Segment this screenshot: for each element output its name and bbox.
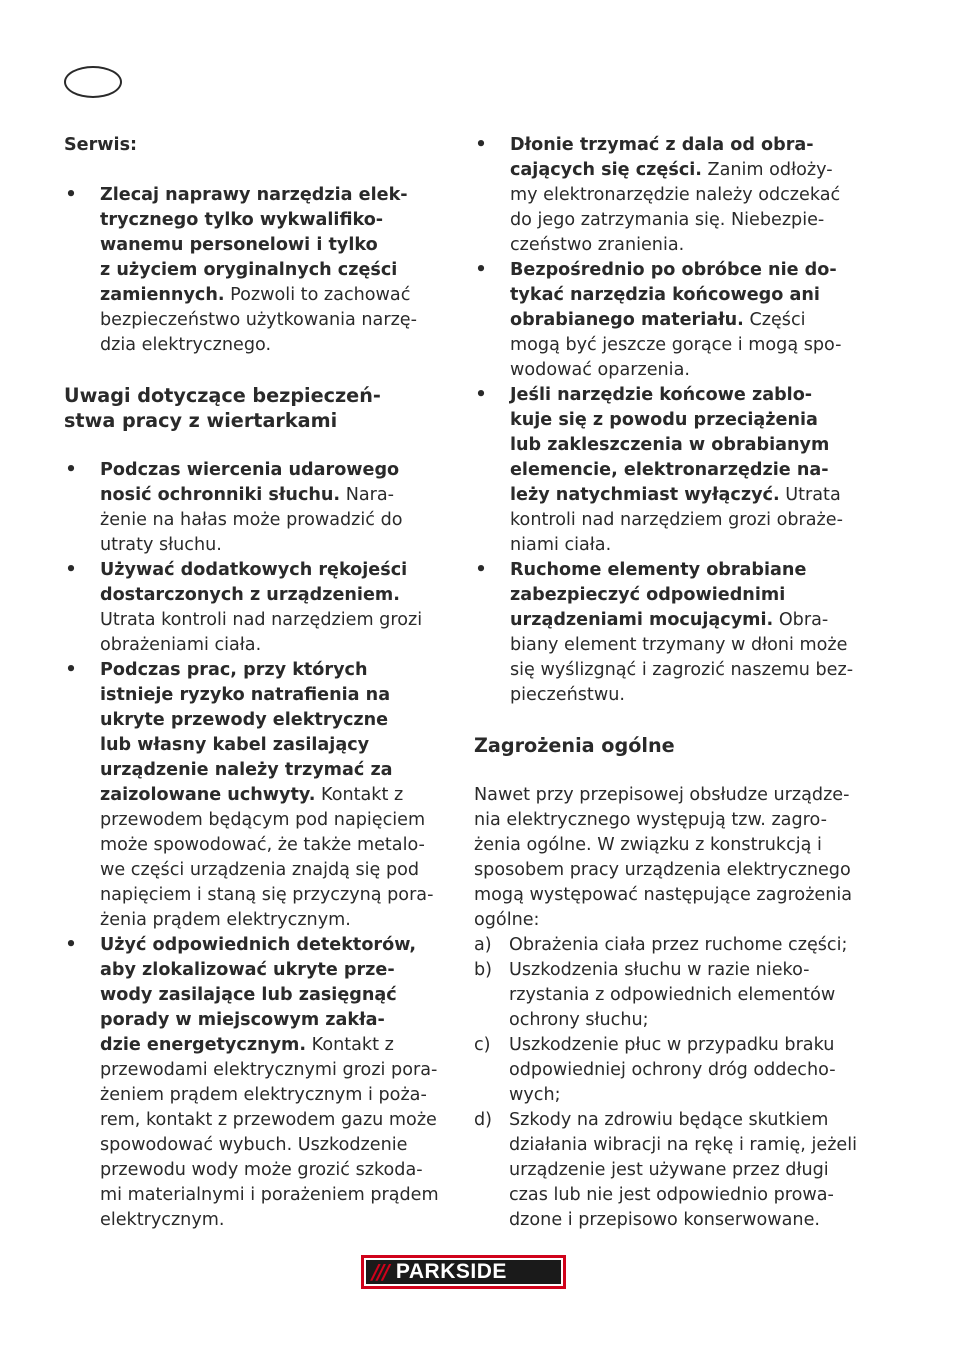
list-item (474, 383, 874, 558)
bullet-icon: • (65, 660, 77, 680)
item-text: Zanim odłoży- my elektronarzędzie należy odczekać do jego zatrzymania się. Niebezpie- czeństwo zranienia. (510, 160, 841, 255)
item-text: Szkody na zdrowiu będące skutkiem działania wibracji na rękę i ramię, jeżeli urządzenie jest używane przez długi czas lub nie jest odpowiednio prowa- dzone i przepisowo konserwowane. (509, 1110, 858, 1230)
item-text: Utrata kontroli nad narzędziem grozi obraże- niami ciała. (510, 485, 843, 555)
item-bold: Podczas prac, przy których istnieje ryzyko natrafienia na ukryte przewody elektryczne lub własny kabel zasilający urządzenie należy trzymać za zaizolowane uchwyty. (100, 660, 393, 805)
item-bold: Użyć odpowiednich detektorów, aby zlokalizować ukryte prze- wody zasilające lub zasięgnąć porady w miejscowym zakła- dzie energetycznym. (100, 935, 416, 1055)
list-item (64, 658, 454, 933)
bullet-icon: • (65, 185, 77, 205)
item-text: Kontakt z przewodami elektrycznymi grozi pora- żeniem prądem elektrycznym i poża- rem, kontakt z przewodem gazu może spowodować wybuch. Uszkodzenie przewodu wody może grozić szkoda- mi materialnymi i porażeniem prądem elektrycznym. (100, 1035, 439, 1230)
list-item (474, 133, 874, 258)
list-item (474, 1033, 874, 1108)
right-column (474, 133, 874, 1233)
item-bold: Używać dodatkowych rękojeści dostarczonych z urządzeniem. (100, 560, 408, 605)
item-text: Uszkodzenia słuchu w razie nieko- rzystania z odpowiednich elementów ochrony słuchu; (509, 960, 836, 1030)
bullet-icon: • (475, 260, 487, 280)
section-title-hazards: Zagrożenia ogólne (474, 734, 675, 757)
bullet-icon: • (475, 560, 487, 580)
item-marker: d) (474, 1110, 493, 1130)
item-bold: Podczas wiercenia udarowego nosić ochronniki słuchu. (100, 460, 400, 505)
item-text: Utrata kontroli nad narzędziem grozi obrażeniami ciała. (100, 610, 423, 655)
item-text: Uszkodzenie płuc w przypadku braku odpowiedniej ochrony dróg oddecho- wych; (509, 1035, 836, 1105)
service-heading: Serwis: (64, 135, 138, 155)
logo-stripes-icon: /// (372, 1260, 388, 1284)
service-list (64, 183, 454, 358)
item-bold: Zlecaj naprawy narzędzia elek- trycznego tylko wykwalifiko- wanemu personelowi i tylko z użyciem oryginalnych części zamiennych. (100, 185, 408, 305)
item-text: Obrażenia ciała przez ruchome części; (509, 935, 848, 955)
item-bold: Ruchome elementy obrabiane zabezpieczyć odpowiednimi urządzeniami mocującymi. (510, 560, 807, 630)
logo-brand-text: PARKSIDE (395, 1260, 507, 1283)
item-bold: Jeśli narzędzie końcowe zablo- kuje się z powodu przeciążenia lub zakleszczenia w obrabianym elemencie, elektronarzędzie na- leży natychmiast wyłączyć. (510, 385, 830, 505)
item-text: Obra- biany element trzymany w dłoni może się wyślizgnąć i zagrozić naszemu bez- pieczeństwu. (510, 610, 854, 705)
item-marker: a) (474, 935, 492, 955)
item-text: Pozwoli to zachować bezpieczeństwo użytkowania narzę- dzia elektrycznego. (100, 285, 417, 355)
bullet-icon: • (65, 560, 77, 580)
item-text: Kontakt z przewodem będącym pod napięciem może spowodować, że także metalo- we części urządzenia znajdą się pod napięciem i staną się przyczyną pora- żenia prądem elektrycznym. (100, 785, 434, 930)
list-item (64, 458, 454, 558)
list-item (64, 183, 454, 358)
bullet-icon: • (475, 135, 487, 155)
list-item (474, 1108, 874, 1233)
logo-inner (364, 1258, 563, 1286)
hazards-intro: Nawet przy przepisowej obsłudze urządze- nia elektrycznego występują tzw. zagro- żenia ogólne. W związku z konstrukcją i sposobem pracy urządzenia elektrycznego mogą występować następujące zagrożenia ogólne: (474, 785, 853, 930)
item-bold: Dłonie trzymać z dala od obra- cających się części. (510, 135, 814, 180)
item-marker: b) (474, 960, 493, 980)
section-title-drills: Uwagi dotyczące bezpieczeń- stwa pracy z wiertarkami (64, 384, 381, 432)
parkside-logo (361, 1255, 566, 1289)
drill-list (64, 458, 454, 1233)
bullet-icon: • (65, 460, 77, 480)
list-item (64, 933, 454, 1233)
language-badge (64, 66, 122, 98)
hazards-list (474, 933, 874, 1233)
list-item (474, 558, 874, 708)
item-text: Nara- żenie na hałas może prowadzić do utraty słuchu. (100, 485, 403, 555)
list-item (474, 958, 874, 1033)
item-text: Części mogą być jeszcze gorące i mogą spo- wodować oparzenia. (510, 310, 842, 380)
list-item (64, 558, 454, 658)
bullet-icon: • (65, 935, 77, 955)
item-marker: c) (474, 1035, 491, 1055)
safety-list (474, 133, 874, 708)
left-column (64, 133, 454, 1233)
bullet-icon: • (475, 385, 487, 405)
item-bold: Bezpośrednio po obróbce nie do- tykać narzędzia końcowego ani obrabianego materiału. (510, 260, 837, 330)
list-item (474, 933, 874, 958)
list-item (474, 258, 874, 383)
